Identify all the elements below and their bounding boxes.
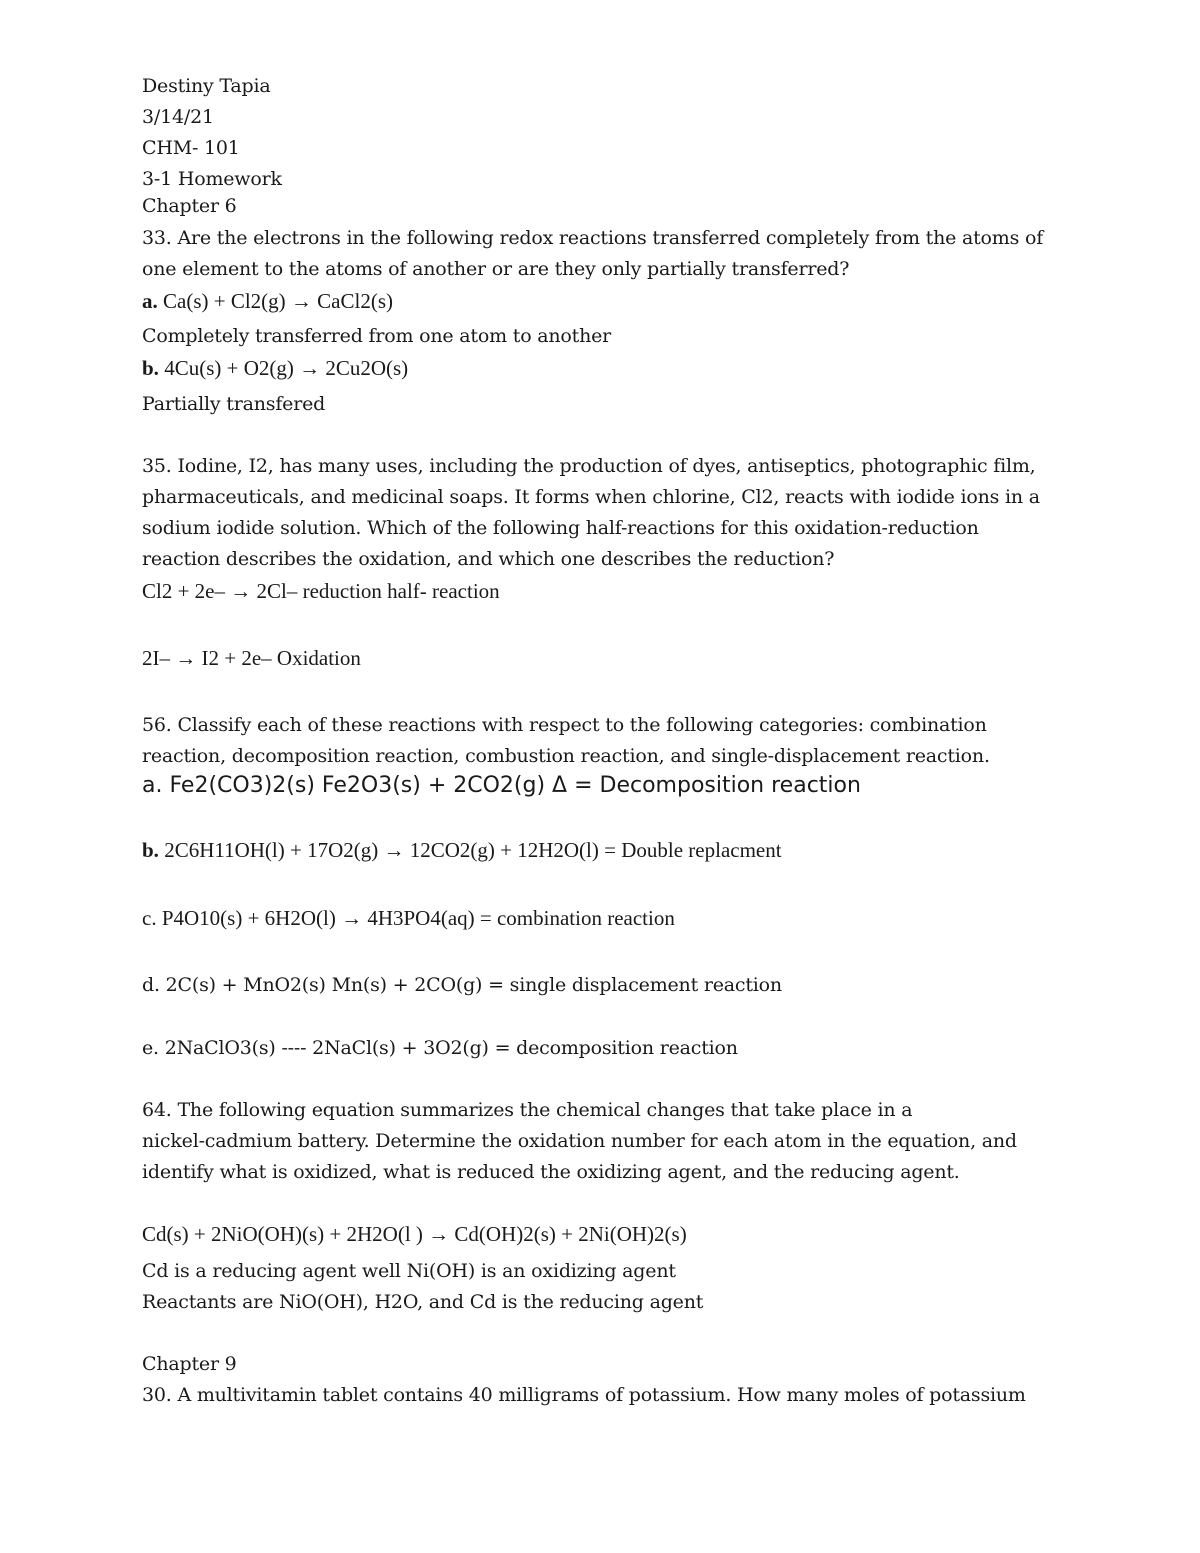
q56-c-reaction: c. P4O10(s) + 6H2O(l) → 4H3PO4(aq) = combination reaction	[142, 906, 675, 930]
q35-line-4: reaction describes the oxidation, and which one describes the reduction?	[142, 548, 835, 570]
assignment-title: 3-1 Homework	[142, 168, 282, 190]
q56-b-equation: 2C6H11OH(l) + 17O2(g) → 12CO2(g) + 12H2O(l) = Double replacment	[158, 838, 782, 862]
q56-d-reaction: d. 2C(s) + MnO2(s) Mn(s) + 2CO(g) = single displacement reaction	[142, 974, 782, 996]
q56-b-label: b.	[142, 838, 159, 862]
q56-line-1: 56. Classify each of these reactions with respect to the following categories: combination	[142, 714, 987, 736]
q33-a-reaction: Ca(s) + Cl2(g) → CaCl2(s)	[157, 289, 393, 313]
q35-line-2: pharmaceuticals, and medicinal soaps. It forms when chlorine, Cl2, reacts with iodide ions in a	[142, 486, 1040, 508]
q33-prompt-line-1: 33. Are the electrons in the following redox reactions transferred completely from the atoms of	[142, 227, 1044, 249]
q35-reduction-half-reaction: Cl2 + 2e– → 2Cl– reduction half- reaction	[142, 579, 500, 603]
q33-a-label: a.	[142, 289, 158, 313]
q64-equation: Cd(s) + 2NiO(OH)(s) + 2H2O(l ) → Cd(OH)2(s) + 2Ni(OH)2(s)	[142, 1222, 687, 1246]
q64-line-2: nickel-cadmium battery. Determine the oxidation number for each atom in the equation, and	[142, 1130, 1017, 1152]
q33-b-answer: Partially transfered	[142, 393, 326, 415]
q33-prompt-line-2: one element to the atoms of another or are they only partially transferred?	[142, 258, 850, 280]
q56-a-reaction: a. Fe2(CO3)2(s) Fe2O3(s) + 2CO2(g) Δ = Decomposition reaction	[142, 773, 861, 798]
ch9-q30-line-1: 30. A multivitamin tablet contains 40 milligrams of potassium. How many moles of potassium	[142, 1384, 1026, 1406]
q33-a-answer: Completely transferred from one atom to another	[142, 325, 612, 347]
chapter-9-heading: Chapter 9	[142, 1353, 237, 1375]
q33-b-equation	[142, 356, 408, 380]
q64-answer-2: Reactants are NiO(OH), H2O, and Cd is the reducing agent	[142, 1291, 704, 1313]
q64-line-3: identify what is oxidized, what is reduced the oxidizing agent, and the reducing agent.	[142, 1161, 960, 1183]
q56-line-2: reaction, decomposition reaction, combustion reaction, and single-displacement reaction.	[142, 745, 990, 767]
q35-line-1: 35. Iodine, I2, has many uses, including the production of dyes, antiseptics, photographic film,	[142, 455, 1036, 477]
student-name: Destiny Tapia	[142, 75, 271, 97]
q35-line-3: sodium iodide solution. Which of the following half-reactions for this oxidation-reduction	[142, 517, 979, 539]
q56-b-reaction	[142, 838, 782, 862]
q33-a-equation	[142, 289, 393, 313]
q56-e-reaction: e. 2NaClO3(s) ---- 2NaCl(s) + 3O2(g) = decomposition reaction	[142, 1037, 738, 1059]
q35-oxidation-half-reaction: 2I– → I2 + 2e– Oxidation	[142, 646, 361, 670]
chapter-6-heading: Chapter 6	[142, 195, 237, 217]
q33-b-label: b.	[142, 356, 159, 380]
q64-line-1: 64. The following equation summarizes the chemical changes that take place in a	[142, 1099, 913, 1121]
date: 3/14/21	[142, 106, 214, 128]
q64-answer-1: Cd is a reducing agent well Ni(OH) is an oxidizing agent	[142, 1260, 676, 1282]
q33-b-reaction: 4Cu(s) + O2(g) → 2Cu2O(s)	[158, 356, 409, 380]
course-code: CHM- 101	[142, 137, 240, 159]
